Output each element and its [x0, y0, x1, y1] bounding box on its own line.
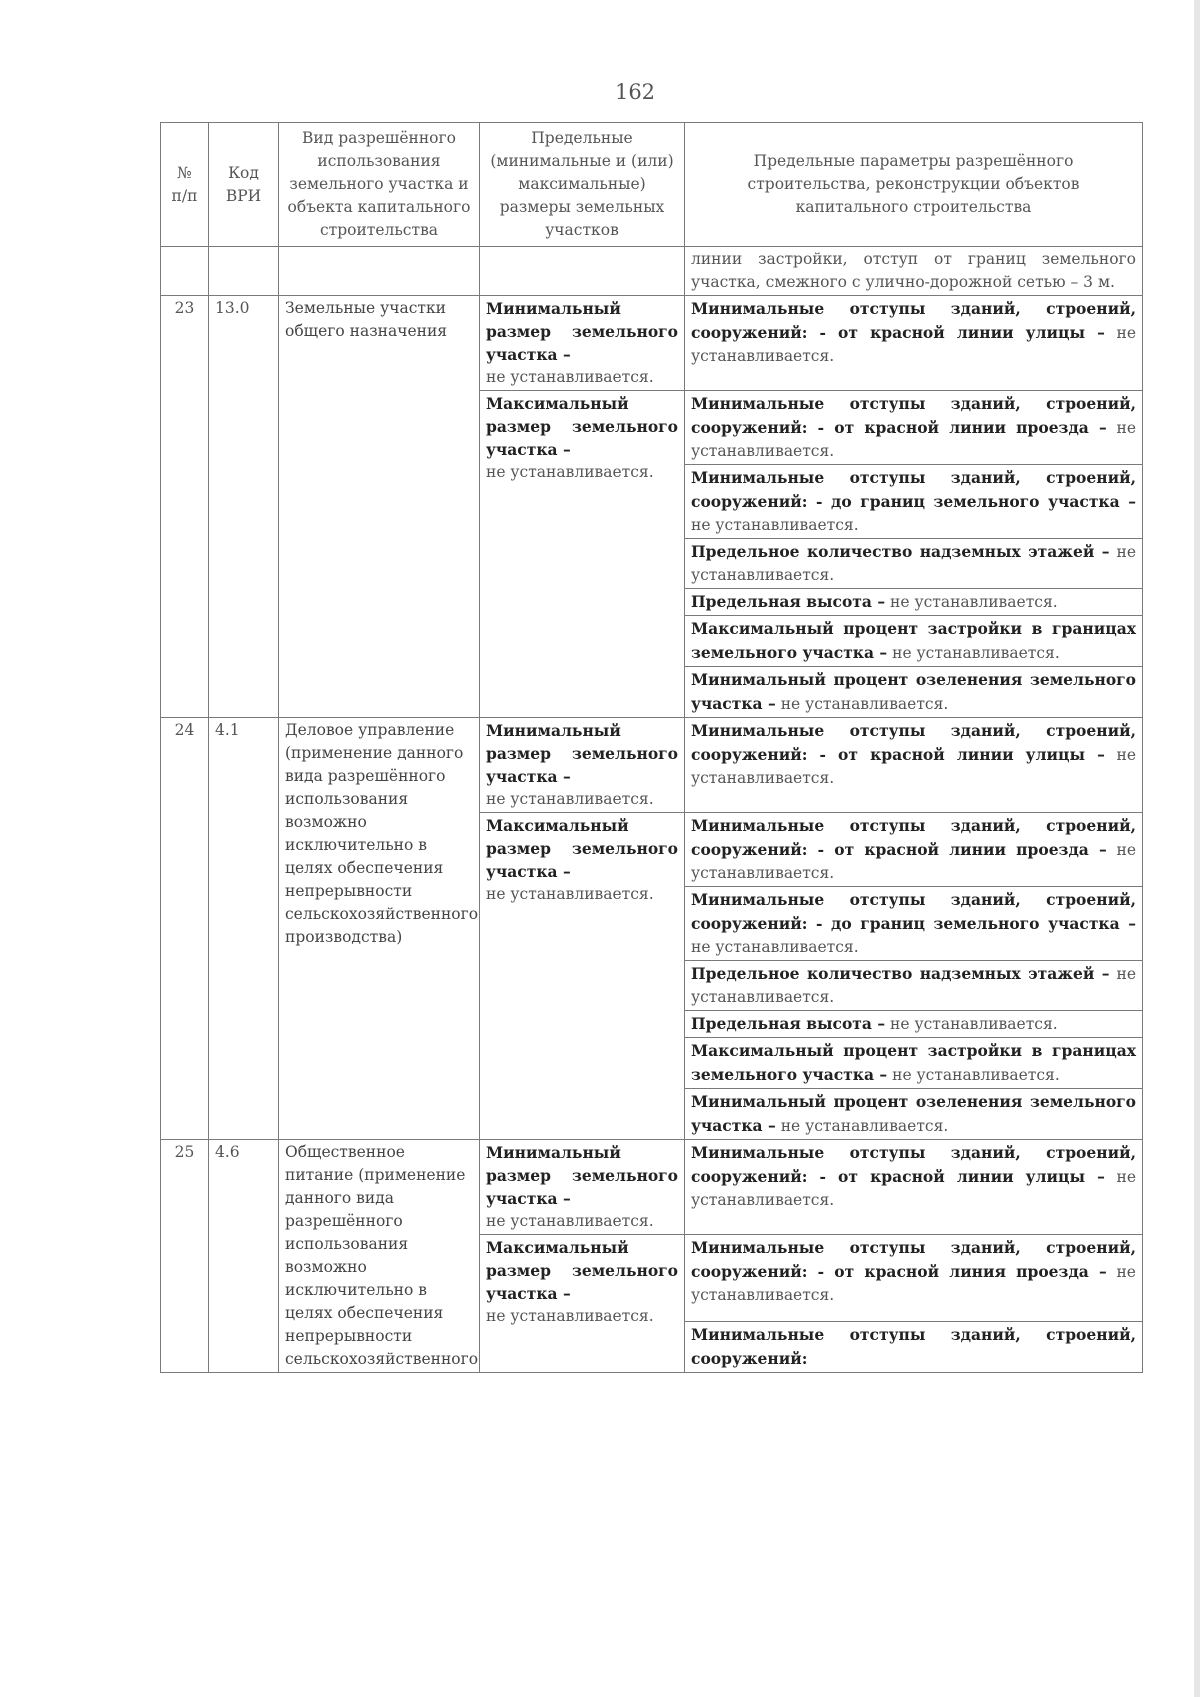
param-value: не устанавливается.: [892, 1066, 1060, 1084]
table-row: [161, 296, 1143, 391]
min-size-cell: [480, 718, 685, 813]
param-label: Минимальный процент озеленения земельного участка –: [691, 1092, 1136, 1135]
header-kind: Вид разрешённого использования земельного участка и объекта капитального строительства: [279, 123, 480, 247]
param-label: Минимальные отступы зданий, строений, сооружений: - до границ земельного участка –: [691, 890, 1136, 933]
min-size-label: Минимальный размер земельного участка –: [486, 721, 678, 786]
min-size-label: Минимальный размер земельного участка –: [486, 299, 678, 364]
param-value: не устанавливается.: [691, 516, 859, 534]
param-label: Предельная высота –: [691, 1014, 886, 1033]
param-cell: [685, 887, 1143, 961]
cell-empty: [279, 247, 480, 296]
param-label: Максимальный процент застройки в границах земельного участка –: [691, 1041, 1136, 1084]
row-number: 25: [161, 1140, 209, 1373]
param-cell: [685, 1011, 1143, 1038]
param-value: не устанавливается.: [691, 965, 1137, 1006]
param-cell: [685, 616, 1143, 667]
min-size-value: не устанавливается.: [486, 790, 654, 808]
vri-code: 13.0: [209, 296, 279, 718]
param-label: Предельное количество надземных этажей –: [691, 542, 1110, 561]
param-label: Предельная высота –: [691, 592, 886, 611]
page-number: 162: [614, 80, 656, 104]
max-size-value: не устанавливается.: [486, 1307, 654, 1325]
max-size-cell: [480, 1235, 685, 1373]
continuation-row: [161, 247, 1143, 296]
table-row: [161, 718, 1143, 813]
param-label: Предельное количество надземных этажей –: [691, 964, 1110, 983]
param-cell: [685, 667, 1143, 718]
min-size-value: не устанавливается.: [486, 1212, 654, 1230]
max-size-value: не устанавливается.: [486, 885, 654, 903]
table-row: [161, 1140, 1143, 1235]
header-params: Предельные параметры разрешённого строительства, реконструкции объектов капитального строительства: [685, 123, 1143, 247]
land-use-kind: Деловое управление (применение данного вида разрешённого использования возможно исключительно в целях обеспечения непрерывности сельскохозяйственного производства): [279, 718, 480, 1140]
min-size-cell: [480, 1140, 685, 1235]
param-value: не устанавливается.: [780, 1117, 949, 1135]
max-size-label: Максимальный размер земельного участка –: [486, 1238, 678, 1303]
param-cell: [685, 961, 1143, 1011]
param-value: не устанавливается.: [691, 746, 1136, 787]
continuation-text: линии застройки, отступ от границ земельного участка, смежного с улично-дорожной сетью – 3 м.: [685, 247, 1143, 296]
param-label: Максимальный процент застройки в границах земельного участка –: [691, 619, 1136, 662]
param-value: не устанавливается.: [691, 938, 859, 956]
param-value: не устанавливается.: [780, 695, 949, 713]
param-label: Минимальные отступы зданий, строений, сооружений: - до границ земельного участка –: [691, 468, 1136, 511]
param-cell: [685, 391, 1143, 465]
param-label: Минимальные отступы зданий, строений, сооружений: - от красной линии улицы –: [691, 721, 1136, 764]
row-number: 24: [161, 718, 209, 1140]
param-value: не устанавливается.: [691, 324, 1136, 365]
land-use-kind: Общественное питание (применение данного вида разрешённого использования возможно исключительно в целях обеспечения непрерывности сельскохозяйственного: [279, 1140, 480, 1373]
param-label: Минимальные отступы зданий, строений, сооружений: - от красной линия проезда –: [691, 1238, 1136, 1281]
param-cell: [685, 1140, 1143, 1235]
max-size-value: не устанавливается.: [486, 463, 654, 481]
param-cell: [685, 1322, 1143, 1373]
vri-code: 4.1: [209, 718, 279, 1140]
header-sizes: Предельные (минимальные и (или) максимальные) размеры земельных участков: [480, 123, 685, 247]
param-cell: [685, 539, 1143, 589]
param-value: не устанавливается.: [691, 1263, 1136, 1304]
param-label: Минимальные отступы зданий, строений, сооружений: - от красной линии проезда –: [691, 394, 1136, 437]
param-value: не устанавливается.: [691, 543, 1137, 584]
header-code: Код ВРИ: [209, 123, 279, 247]
vri-code: 4.6: [209, 1140, 279, 1373]
param-label: Минимальные отступы зданий, строений, сооружений: - от красной линии улицы –: [691, 299, 1136, 342]
param-cell: [685, 1235, 1143, 1322]
param-value: не устанавливается.: [691, 419, 1136, 460]
cell-empty: [161, 247, 209, 296]
min-size-cell: [480, 296, 685, 391]
max-size-label: Максимальный размер земельного участка –: [486, 394, 678, 459]
param-label: Минимальный процент озеленения земельного участка –: [691, 670, 1136, 713]
param-cell: [685, 1038, 1143, 1089]
max-size-cell: [480, 391, 685, 718]
header-num: № п/п: [161, 123, 209, 247]
param-label: Минимальные отступы зданий, строений, сооружений:: [691, 1325, 1136, 1368]
min-size-value: не устанавливается.: [486, 368, 654, 386]
param-cell: [685, 465, 1143, 539]
row-number: 23: [161, 296, 209, 718]
param-cell: [685, 296, 1143, 391]
param-value: не устанавливается.: [691, 1168, 1136, 1209]
cell-empty: [480, 247, 685, 296]
min-size-label: Минимальный размер земельного участка –: [486, 1143, 678, 1208]
header-row: [161, 123, 1143, 247]
param-cell: [685, 1089, 1143, 1140]
param-label: Минимальные отступы зданий, строений, сооружений: - от красной линии проезда –: [691, 816, 1136, 859]
scan-edge-shadow: [1194, 0, 1200, 1697]
table-body: [161, 247, 1143, 1373]
regulations-table: [160, 122, 1143, 1373]
param-label: Минимальные отступы зданий, строений, сооружений: - от красной линии улицы –: [691, 1143, 1136, 1186]
land-use-kind: Земельные участки общего назначения: [279, 296, 480, 718]
max-size-cell: [480, 813, 685, 1140]
param-cell: [685, 718, 1143, 813]
param-value: не устанавливается.: [691, 841, 1136, 882]
param-cell: [685, 589, 1143, 616]
param-value: не устанавливается.: [890, 593, 1058, 611]
param-cell: [685, 813, 1143, 887]
cell-empty: [209, 247, 279, 296]
param-value: не устанавливается.: [892, 644, 1060, 662]
param-value: не устанавливается.: [890, 1015, 1058, 1033]
max-size-label: Максимальный размер земельного участка –: [486, 816, 678, 881]
